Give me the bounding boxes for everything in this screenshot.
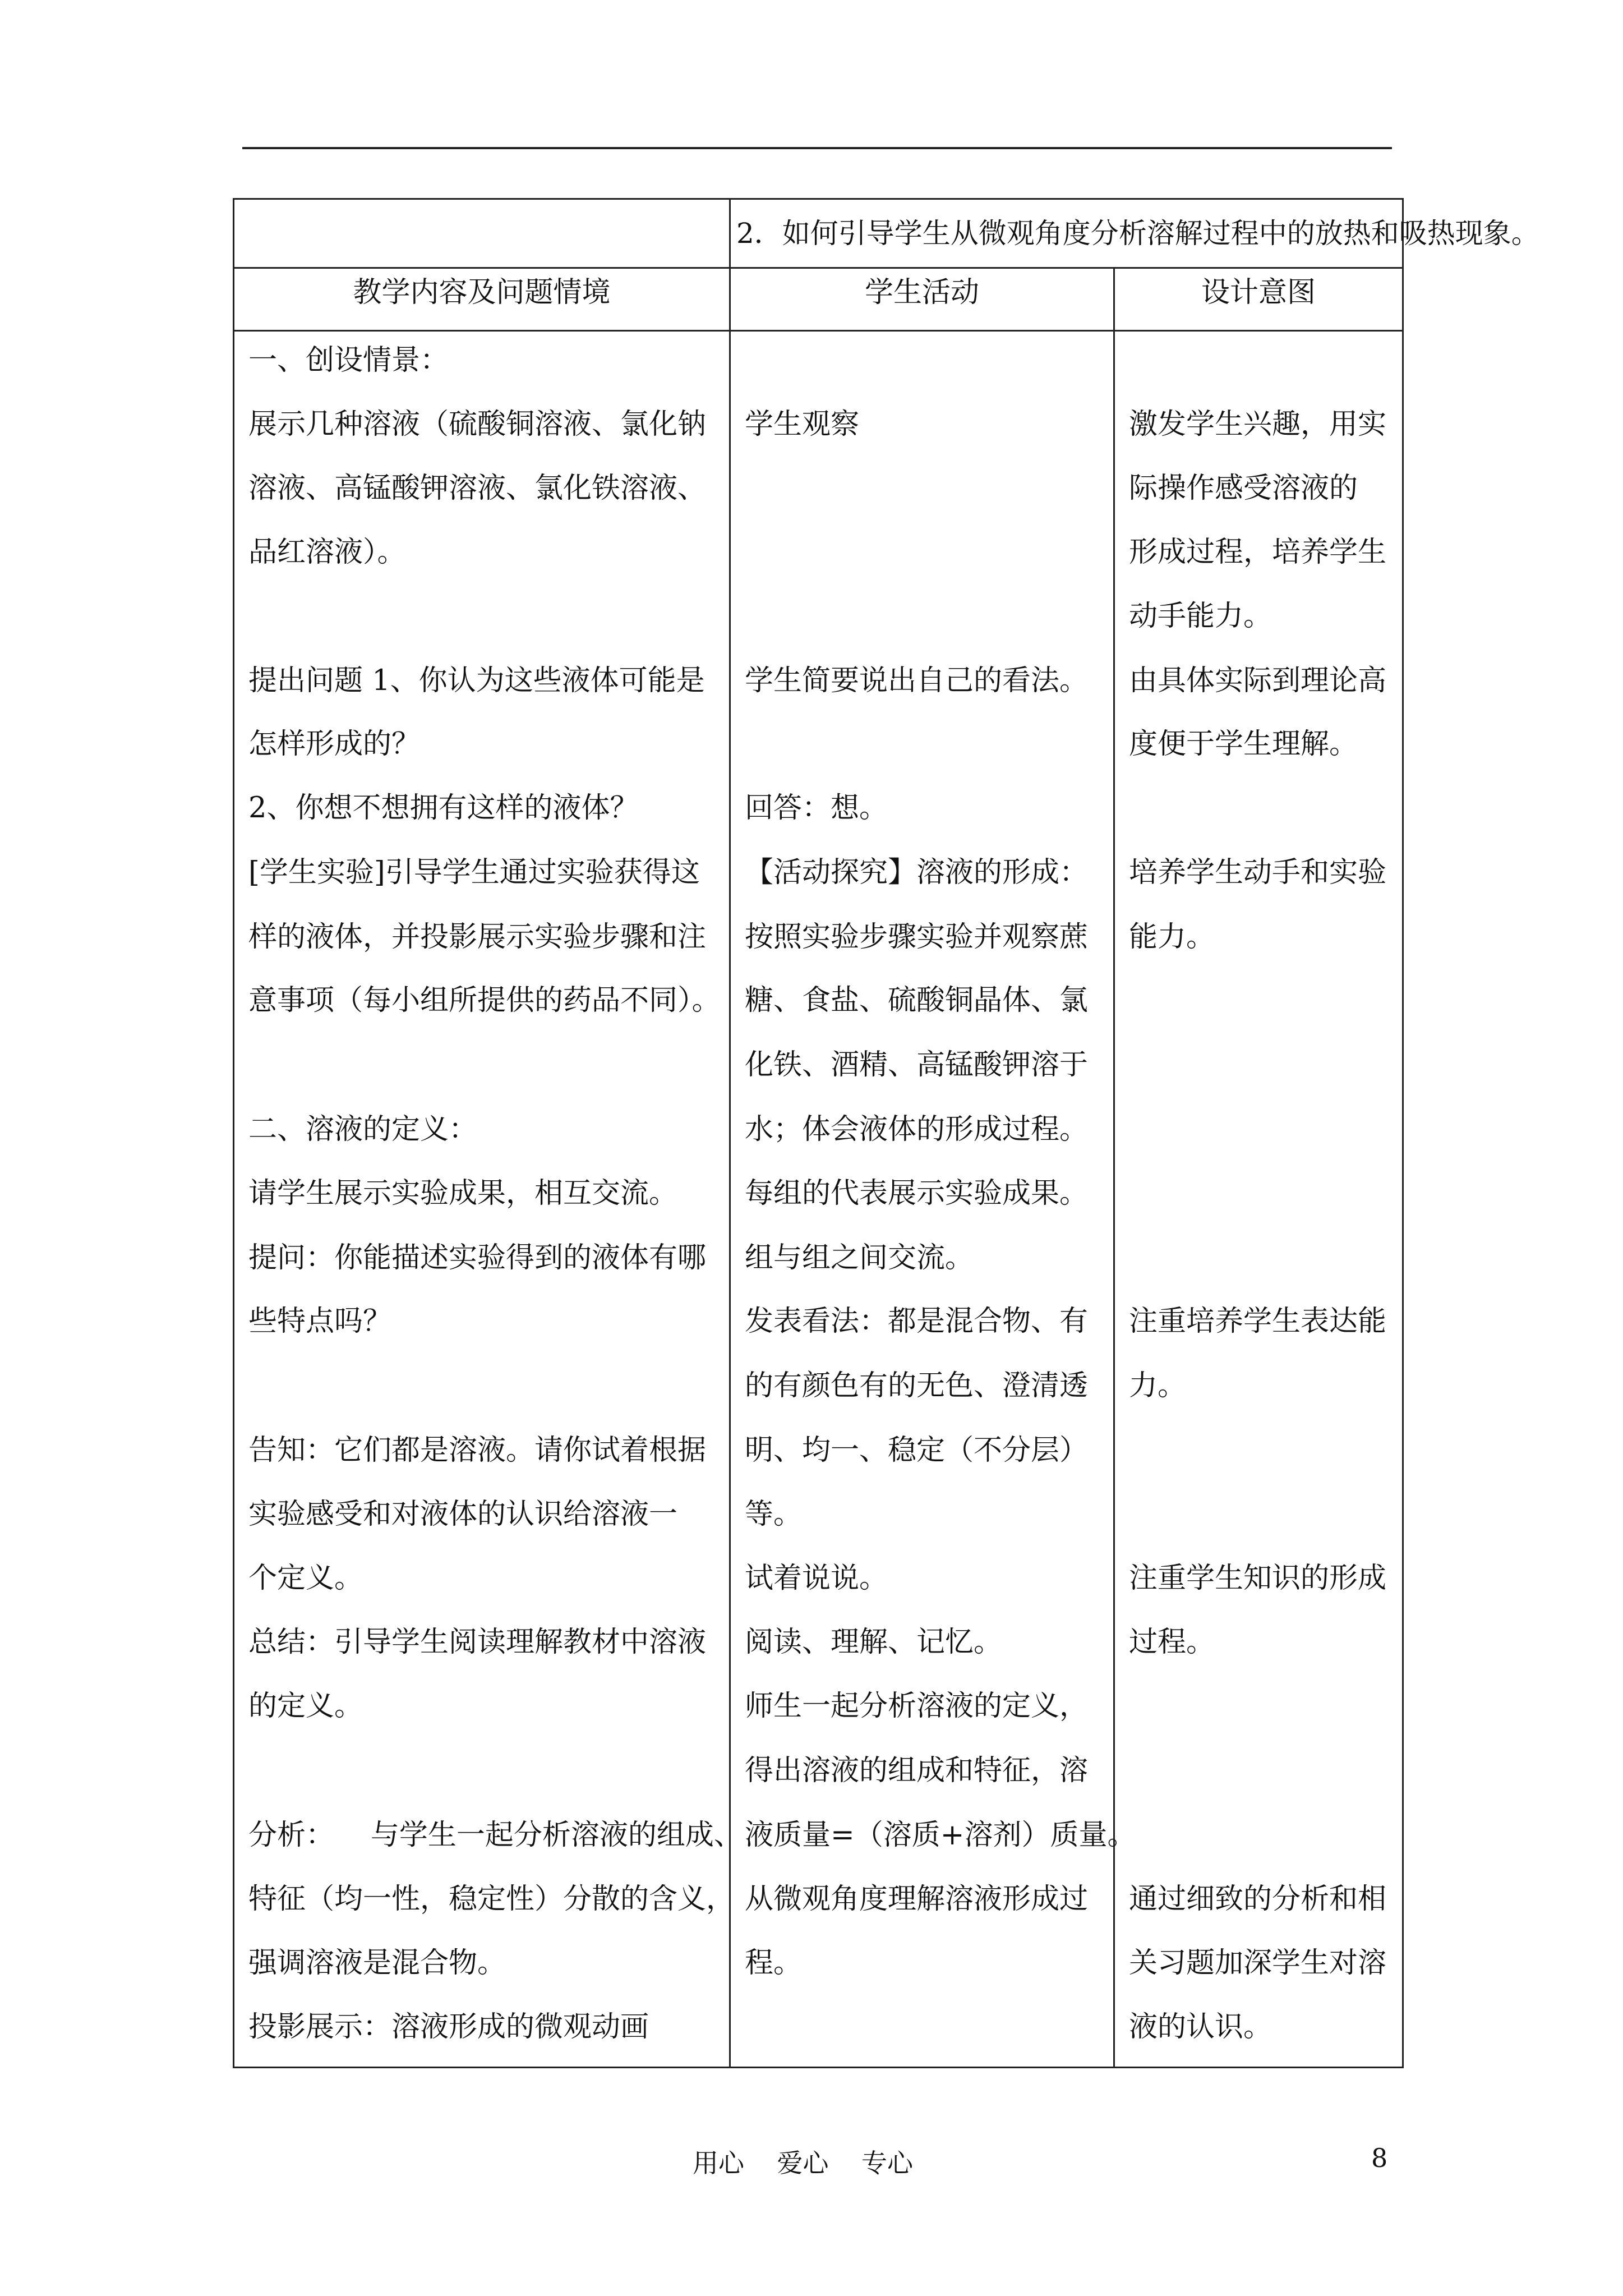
intent-line: 能力。	[1129, 921, 1215, 954]
activity-line: 师生一起分析溶液的定义，	[745, 1690, 1089, 1723]
activity-line: 从微观角度理解溶液形成过	[745, 1883, 1089, 1916]
intent-line: 由具体实际到理论高	[1129, 664, 1387, 697]
header-rule	[242, 147, 1392, 149]
content-line: 实验感受和对液体的认识给溶液一	[248, 1498, 678, 1531]
content-line: 些特点吗？	[248, 1305, 392, 1338]
activity-line: 组与组之间交流。	[745, 1241, 974, 1274]
activity-line: 水；体会液体的形成过程。	[745, 1113, 1089, 1146]
content-row	[234, 331, 1403, 2068]
activity-line: 学生简要说出自己的看法。	[745, 664, 1089, 697]
activity-line: 化铁、酒精、高锰酸钾溶于	[745, 1048, 1089, 1082]
content-line: 投影展示：溶液形成的微观动画	[248, 2010, 649, 2044]
content-line: 强调溶液是混合物。	[248, 1947, 506, 1980]
activity-line: 液质量=（溶质+溶剂）质量。	[745, 1819, 1136, 1852]
intent-line: 关习题加深学生对溶	[1129, 1947, 1387, 1980]
activity-line: 糖、食盐、硫酸铜晶体、氯	[745, 984, 1089, 1017]
teaching-content-cell	[234, 331, 743, 2068]
activity-line: 按照实验步骤实验并观察蔗	[745, 921, 1089, 954]
intent-line: 度便于学生理解。	[1129, 728, 1358, 761]
content-line: 告知：它们都是溶液。请你试着根据	[248, 1434, 707, 1467]
intent-line: 激发学生兴趣，用实	[1129, 408, 1387, 441]
content-line: 总结：引导学生阅读理解教材中溶液	[248, 1626, 707, 1659]
header-teaching-content: 教学内容及问题情境	[234, 268, 730, 331]
activity-line: 的有颜色有的无色、澄清透	[745, 1369, 1089, 1402]
content-line: 一、创设情景：	[248, 344, 449, 377]
intro-text: 2．如何引导学生从微观角度分析溶解过程中的放热和吸热现象。	[730, 199, 1403, 268]
activity-line: 程。	[745, 1947, 803, 1980]
content-line: 提出问题 1、你认为这些液体可能是	[248, 664, 705, 697]
activity-line: 发表看法：都是混合物、有	[745, 1305, 1089, 1338]
intent-line: 力。	[1129, 1369, 1187, 1402]
intent-line: 注重学生知识的形成	[1129, 1562, 1387, 1595]
activity-line: 回答：想。	[745, 792, 888, 825]
content-line: 特征（均一性，稳定性）分散的含义，	[248, 1883, 735, 1916]
activity-line: 试着说说。	[745, 1562, 888, 1595]
student-activity-cell	[730, 331, 1136, 2068]
content-line: 请学生展示实验成果，相互交流。	[248, 1177, 678, 1210]
page-number: 8	[1371, 2143, 1388, 2173]
intent-line: 动手能力。	[1129, 600, 1272, 633]
activity-line: 阅读、理解、记忆。	[745, 1626, 1003, 1659]
header-design-intent: 设计意图	[1114, 268, 1403, 331]
content-line: [学生实验]引导学生通过实验获得这	[248, 856, 700, 889]
intent-line: 注重培养学生表达能	[1129, 1305, 1387, 1338]
content-line: 样的液体，并投影展示实验步骤和注	[248, 921, 707, 954]
activity-line: 【活动探究】溶液的形成：	[745, 856, 1089, 889]
intent-line: 际操作感受溶液的	[1129, 472, 1358, 505]
intent-line: 形成过程，培养学生	[1129, 536, 1387, 569]
content-line: 品红溶液）。	[248, 536, 406, 569]
content-line: 二、溶液的定义：	[248, 1113, 478, 1146]
intro-blank-cell	[234, 199, 730, 268]
footer-slogan: 用心 爱心 专心	[693, 2148, 913, 2178]
design-intent-cell	[1114, 331, 1403, 2068]
intent-line: 通过细致的分析和相	[1129, 1883, 1387, 1916]
content-line: 展示几种溶液（硫酸铜溶液、氯化钠	[248, 408, 707, 441]
intent-line: 液的认识。	[1129, 2010, 1272, 2044]
intro-row	[234, 199, 1403, 268]
activity-line: 明、均一、稳定（不分层）	[745, 1434, 1089, 1467]
content-line: 意事项（每小组所提供的药品不同）。	[248, 984, 721, 1017]
content-line: 的定义。	[248, 1690, 363, 1723]
table-header-row	[234, 268, 1403, 331]
content-line: 个定义。	[248, 1562, 363, 1595]
content-line: 分析： 与学生一起分析溶液的组成、	[248, 1819, 743, 1852]
activity-line: 得出溶液的组成和特征，溶	[745, 1754, 1089, 1787]
lesson-table	[233, 198, 1539, 2068]
content-line: 提问：你能描述实验得到的液体有哪	[248, 1241, 707, 1274]
intent-line: 过程。	[1129, 1626, 1215, 1659]
activity-line: 等。	[745, 1498, 803, 1531]
header-student-activity: 学生活动	[730, 268, 1114, 331]
content-line: 溶液、高锰酸钾溶液、氯化铁溶液、	[248, 472, 707, 505]
content-line: 2、你想不想拥有这样的液体？	[248, 792, 639, 825]
activity-line: 学生观察	[745, 408, 860, 441]
intent-line: 培养学生动手和实验	[1129, 856, 1387, 889]
activity-line: 每组的代表展示实验成果。	[745, 1177, 1089, 1210]
content-line: 怎样形成的？	[248, 728, 421, 761]
